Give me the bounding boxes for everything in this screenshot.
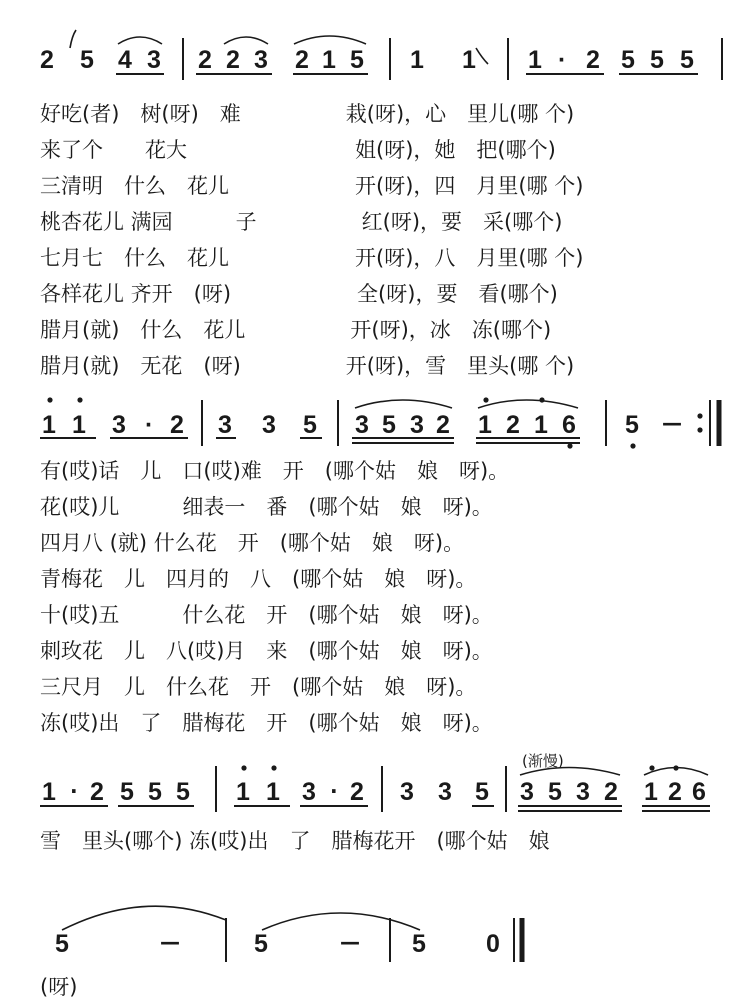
octave-dot (483, 397, 488, 402)
note: · (145, 411, 154, 439)
note: · (330, 779, 338, 803)
note: 2 (668, 778, 682, 806)
octave-dot (271, 765, 276, 770)
octave-dot (649, 765, 654, 770)
note: 3 (438, 778, 452, 806)
lyric-line: 桃杏花儿 满园 子 红(呀)，要 采(哪个) (40, 210, 563, 234)
note: 3 (410, 411, 424, 439)
note: 3 (112, 411, 126, 439)
note: 3 (147, 46, 161, 74)
note: 5 (548, 778, 562, 806)
lyric-line: 冻(哎)出 了 腊梅花 开 (哪个姑 娘 呀)。 (40, 711, 493, 735)
tie (262, 913, 420, 930)
slur (478, 400, 578, 408)
octave-dot (47, 397, 52, 402)
note: 5 (350, 46, 364, 74)
lyrics-block-2 (40, 459, 509, 735)
lyric-line: 花(哎)儿 细表一 番 (哪个姑 娘 呀)。 (40, 495, 493, 519)
tempo-annotation: (渐慢) (522, 752, 564, 770)
note: 6 (692, 778, 706, 806)
repeat-dot (697, 413, 702, 418)
note: 1 (644, 778, 658, 806)
dash-hold: — (662, 411, 682, 435)
note: 1 (534, 411, 548, 439)
lyrics-block-3 (40, 829, 550, 853)
note: 5 (475, 778, 489, 806)
system-1-notes (40, 46, 694, 74)
system-4-barlines (226, 918, 522, 962)
note: 3 (254, 46, 268, 74)
system-3-underlines (40, 806, 710, 811)
system-3-notes (42, 778, 706, 806)
lyric-line: 好吃(者) 树(呀) 难 栽(呀)，心 里儿(哪 个) (40, 102, 575, 126)
slur (355, 400, 452, 408)
dash-hold: — (160, 930, 180, 954)
note: 2 (586, 46, 600, 74)
note: 2 (170, 411, 184, 439)
note: 3 (400, 778, 414, 806)
note: 2 (40, 46, 54, 74)
note: 2 (198, 46, 212, 74)
note: 5 (80, 46, 94, 74)
note: 1 (236, 778, 250, 806)
note: 1 (266, 778, 280, 806)
note: 3 (262, 411, 276, 439)
system-2 (40, 397, 719, 448)
system-3 (40, 752, 710, 812)
lyric-line: 三尺月 儿 什么花 开 (哪个姑 娘 呀)。 (40, 675, 477, 699)
system-4 (55, 906, 522, 962)
note: 4 (118, 46, 132, 74)
note: 2 (506, 411, 520, 439)
dash-hold: — (340, 930, 360, 954)
note: 1 (42, 411, 56, 439)
lyric-line: (呀) (40, 975, 78, 999)
slur (224, 37, 268, 44)
note: 5 (621, 46, 635, 74)
note: 5 (412, 930, 426, 958)
system-1 (40, 30, 722, 80)
note: 2 (604, 778, 618, 806)
lyric-line: 十(哎)五 什么花 开 (哪个姑 娘 呀)。 (40, 603, 493, 627)
note: 5 (650, 46, 664, 74)
note: 5 (303, 411, 317, 439)
lyric-line: 腊月(就) 无花 (呀) 开(呀)，雪 里头(哪 个) (40, 354, 575, 378)
system-1-slurs (70, 30, 488, 64)
note: 5 (680, 46, 694, 74)
lyric-line: 腊月(就) 什么 花儿 开(呀)，冰 冻(哪个) (40, 318, 552, 342)
note: 1 (462, 46, 476, 74)
system-4-notes (55, 930, 500, 958)
repeat-dot (697, 427, 702, 432)
system-2-slurs (355, 400, 578, 408)
note: 3 (302, 778, 316, 806)
note: 1 (322, 46, 336, 74)
lyric-line: 四月八 (就) 什么花 开 (哪个姑 娘 呀)。 (40, 531, 465, 555)
rest: 0 (486, 930, 500, 958)
note: 2 (350, 778, 364, 806)
note: 1 (528, 46, 542, 74)
note: 3 (355, 411, 369, 439)
note: 5 (148, 778, 162, 806)
system-3-octave-dots (241, 765, 678, 770)
lyric-line: 七月七 什么 花儿 开(呀)，八 月里(哪 个) (40, 246, 584, 270)
note: 5 (120, 778, 134, 806)
note: 3 (520, 778, 534, 806)
note: 5 (176, 778, 190, 806)
note: 5 (625, 411, 639, 439)
note: 1 (72, 411, 86, 439)
note: · (558, 46, 567, 74)
note: 3 (576, 778, 590, 806)
system-4-slurs (62, 906, 420, 930)
octave-dot (77, 397, 82, 402)
system-3-slurs (520, 768, 708, 776)
note: 6 (562, 411, 576, 439)
grace-slur (70, 30, 76, 48)
note: 1 (478, 411, 492, 439)
lyrics-block-1 (40, 102, 583, 379)
note: 5 (55, 930, 69, 958)
slur (294, 36, 366, 44)
note: 3 (218, 411, 232, 439)
note: 2 (436, 411, 450, 439)
note: 5 (254, 930, 268, 958)
slur (118, 37, 162, 44)
lyric-line: 来了个 花大 姐(呀)，她 把(哪个) (40, 138, 556, 162)
low-octave-dot (567, 443, 572, 448)
lyric-line: 刺玫花 儿 八(哎)月 来 (哪个姑 娘 呀)。 (40, 639, 493, 663)
note: 2 (90, 778, 104, 806)
note: 1 (42, 778, 56, 806)
low-octave-dot (630, 443, 635, 448)
grace-slur (476, 48, 488, 64)
system-2-notes (42, 411, 682, 439)
lyric-line: 雪 里头(哪个) 冻(哎)出 了 腊梅花开 (哪个姑 娘 (40, 829, 550, 853)
lyric-line: 有(哎)话 儿 口(哎)难 开 (哪个姑 娘 呀)。 (40, 459, 510, 483)
lyric-line: 各样花儿 齐开 (呀) 全(呀)，要 看(哪个) (40, 282, 558, 306)
system-2-barlines (202, 400, 719, 446)
note: · (70, 779, 78, 803)
note: 2 (226, 46, 240, 74)
lyric-line: 青梅花 儿 四月的 八 (哪个姑 娘 呀)。 (40, 567, 477, 591)
note: 2 (295, 46, 309, 74)
system-2-underlines (40, 438, 580, 443)
note: 1 (410, 46, 424, 74)
lyrics-block-4 (40, 975, 77, 999)
tie (62, 906, 226, 930)
octave-dot (241, 765, 246, 770)
lyric-line: 三清明 什么 花儿 开(呀)，四 月里(哪 个) (40, 174, 584, 198)
note: 5 (382, 411, 396, 439)
